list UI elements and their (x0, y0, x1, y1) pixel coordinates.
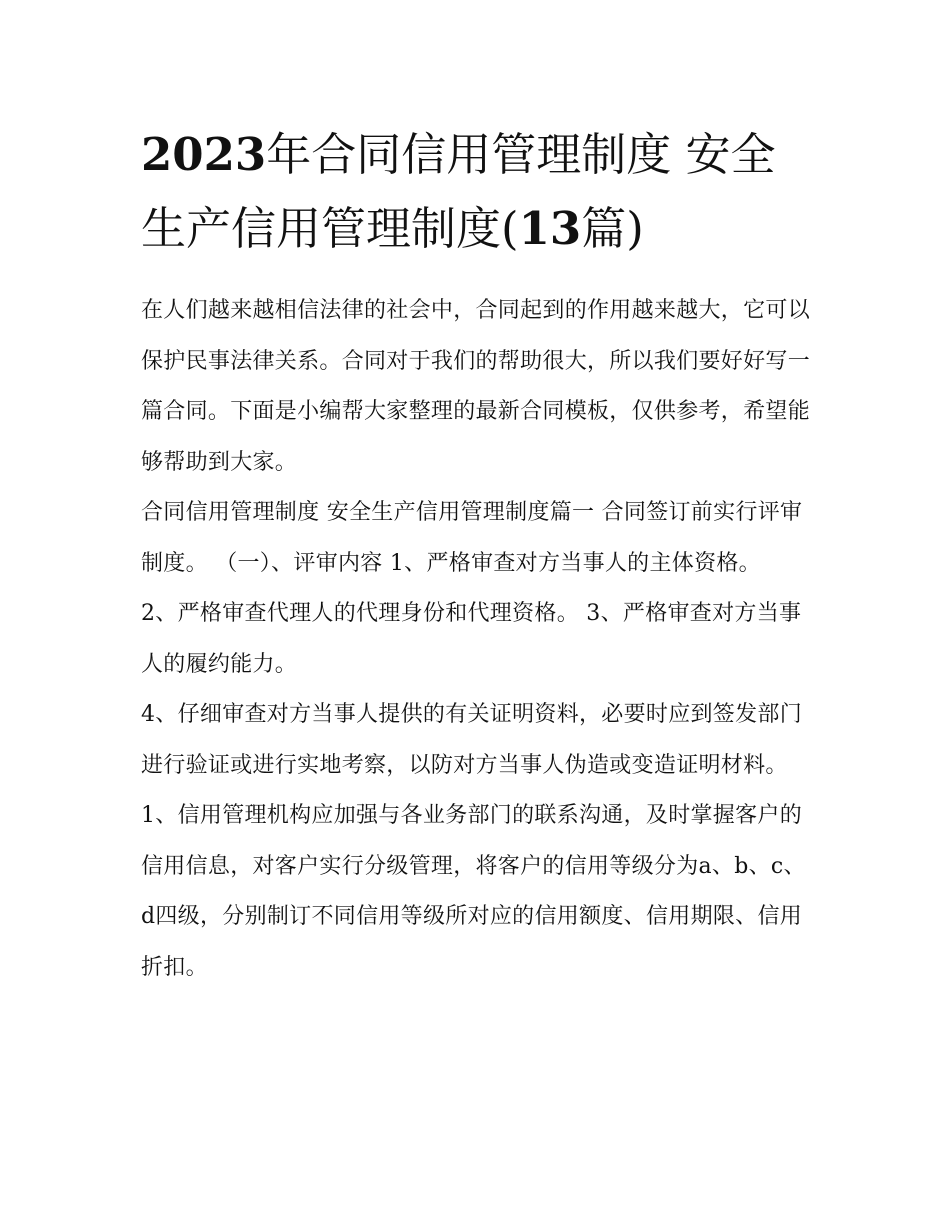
title-year: 2023 (141, 128, 267, 181)
document-title (141, 118, 813, 266)
document-page (141, 118, 813, 993)
title-suffix: 篇) (581, 202, 644, 255)
title-count: 13 (518, 202, 582, 255)
title-main: 年合同信用管理制度 安全生产信用管理制度( (141, 128, 776, 255)
section-paragraph: 合同信用管理制度 安全生产信用管理制度篇一 合同签订前实行评审制度。 （一）、评审内容 1、严格审查对方当事人的主体资格。 (141, 500, 803, 576)
review-item-paragraph: 2、严格审查代理人的代理身份和代理资格。 3、严格审查对方当事人的履约能力。 (141, 601, 802, 677)
review-item-paragraph: 4、仔细审查对方当事人提供的有关证明资料，必要时应到签发部门进行验证或进行实地考察，以防对方当事人伪造或变造证明材料。 (141, 702, 802, 778)
intro-paragraph: 在人们越来越相信法律的社会中，合同起到的作用越来越大，它可以保护民事法律关系。合同对于我们的帮助很大，所以我们要好好写一篇合同。下面是小编帮大家整理的最新合同模板，仅供参考，希望能够帮助到大家。 (141, 298, 811, 475)
credit-management-paragraph: 1、信用管理机构应加强与各业务部门的联系沟通，及时掌握客户的信用信息，对客户实行分级管理，将客户的信用等级分为a、b、c、d四级，分别制订不同信用等级所对应的信用额度、信用期限、信用折扣。 (141, 803, 806, 980)
